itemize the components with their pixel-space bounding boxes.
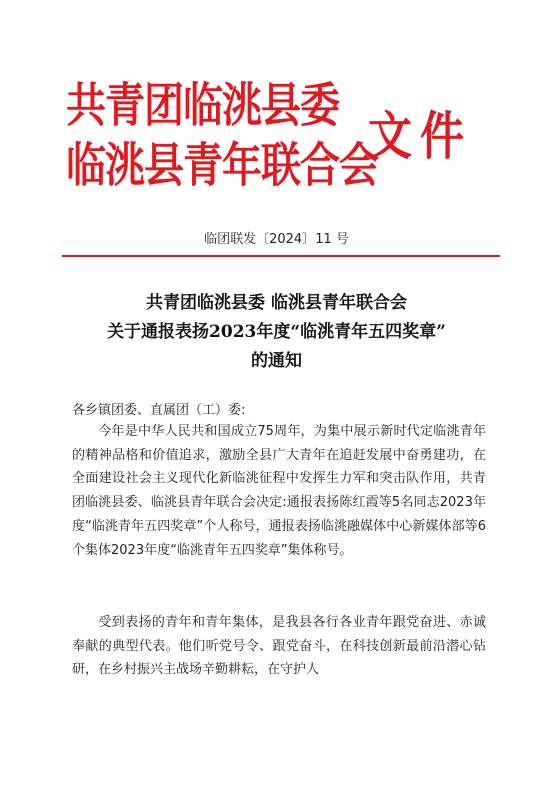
document-word: 文件	[368, 106, 472, 167]
body-paragraph-2-text: 受到表扬的青年和青年集体，是我县各行各业青年跟党奋进、赤诚奉献的典型代表。他们听党号令、跟党奋斗，在科技创新最前沿潜心钻研，在乡村振兴主战场辛勤耕耘，在守护人	[72, 615, 486, 678]
notice-title-line-3: 的通知	[251, 351, 302, 371]
body-paragraph-2	[72, 611, 486, 682]
notice-title-line-1: 共青团临洮县委 临洮县青年联合会	[146, 293, 407, 313]
body-paragraph-1-text: 今年是中华人民共和国成立75周年，为集中展示新时代定临洮青年的精神品格和价值追求，激励全县广大青年在追赶发展中奋勇建功，在全面建设社会主义现代化新临洮征程中发挥生力军和突击队作用，共青团临洮县委、临洮县青年联合会决定:通报表扬陈红霞等5名同志2023年度“临洮青年五四奖章”个人称号，通报表扬临洮融媒体中心新媒体部等6个集体2023年度“临洮青年五四奖章”集体称号。	[72, 424, 486, 558]
salutation: 各乡镇团委、直属团（工）委:	[72, 403, 246, 418]
issuer-name-line-1: 共青团临洮县委	[66, 78, 339, 134]
notice-title-line-2: 关于通报表扬2023年度“临洮青年五四奖章”	[107, 322, 446, 342]
issuer-name-line-2: 临洮县青年联合会	[66, 138, 378, 194]
document-number: 临团联发〔2024〕11 号	[204, 232, 349, 247]
red-divider-line	[62, 255, 500, 257]
body-paragraph-1	[72, 420, 486, 562]
